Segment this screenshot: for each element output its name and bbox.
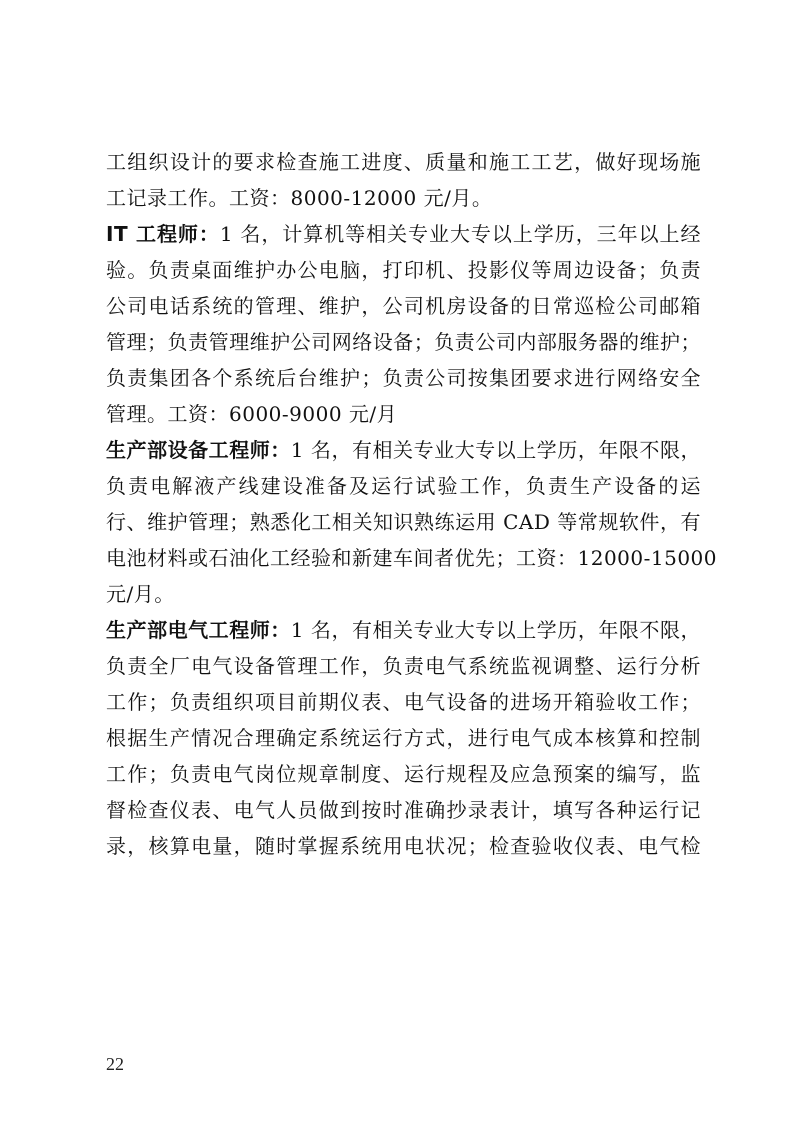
text-line: 负责集团各个系统后台维护；负责公司按集团要求进行网络安全	[106, 366, 701, 390]
text-segment: 1 名，有相关专业大专以上学历，年限不限，	[290, 618, 701, 642]
text-line: 工作；负责组织项目前期仪表、电气设备的进场开箱验收工作；	[106, 690, 701, 714]
text-line: 负责全厂电气设备管理工作，负责电气系统监视调整、运行分析	[106, 654, 701, 678]
text-line: 行、维护管理；熟悉化工相关知识熟练运用 CAD 等常规软件，有	[106, 510, 701, 534]
text-line: 督检查仪表、电气人员做到按时准确抄录表计，填写各种运行记	[106, 798, 701, 822]
page-number: 22	[106, 1054, 124, 1074]
text-line	[106, 432, 701, 468]
job-title: 生产部设备工程师：	[106, 438, 291, 462]
text-line: 元/月。	[106, 582, 175, 606]
job-title: IT 工程师：	[106, 222, 220, 246]
text-line: 工组织设计的要求检查施工进度、质量和施工工艺，做好现场施	[106, 150, 701, 174]
text-segment: 1 名，计算机等相关专业大专以上学历，三年以上经	[219, 222, 701, 246]
text-line: 验。负责桌面维护办公电脑，打印机、投影仪等周边设备；负责	[106, 258, 701, 282]
text-line	[106, 612, 701, 648]
document-body	[106, 144, 718, 864]
text-line: 电池材料或石油化工经验和新建车间者优先；工资：12000-15000	[106, 546, 718, 570]
text-segment: 1 名，有相关专业大专以上学历，年限不限，	[290, 438, 701, 462]
paragraph-it-engineer	[106, 216, 701, 432]
paragraph-electrical-engineer	[106, 612, 701, 864]
paragraph-equipment-engineer	[106, 432, 718, 612]
text-line	[106, 216, 701, 252]
paragraph-construction-cont	[106, 144, 701, 216]
text-line: 负责电解液产线建设准备及运行试验工作，负责生产设备的运	[106, 474, 701, 498]
text-line: 录，核算电量，随时掌握系统用电状况；检查验收仪表、电气检	[106, 834, 701, 858]
text-line: 工记录工作。工资：8000-12000 元/月。	[106, 186, 493, 210]
text-line: 管理；负责管理维护公司网络设备；负责公司内部服务器的维护；	[106, 330, 701, 354]
text-line: 管理。工资：6000-9000 元/月	[106, 402, 398, 426]
text-line: 公司电话系统的管理、维护，公司机房设备的日常巡检公司邮箱	[106, 294, 701, 318]
job-title: 生产部电气工程师：	[106, 618, 291, 642]
text-line: 工作；负责电气岗位规章制度、运行规程及应急预案的编写，监	[106, 762, 701, 786]
text-line: 根据生产情况合理确定系统运行方式，进行电气成本核算和控制	[106, 726, 701, 750]
